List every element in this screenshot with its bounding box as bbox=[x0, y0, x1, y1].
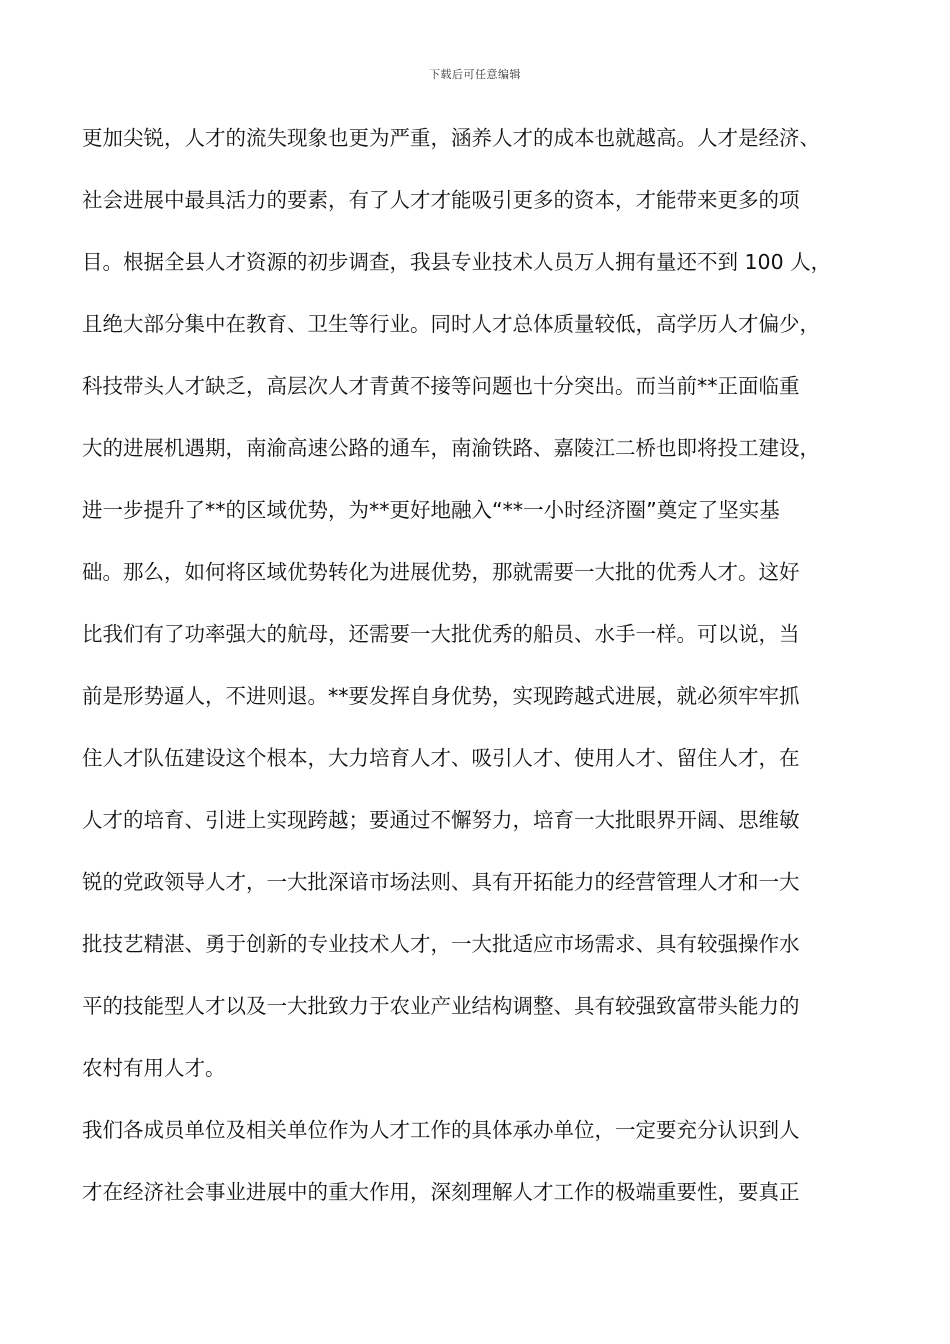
body-line: 农村有用人才。 bbox=[82, 1056, 226, 1080]
body-line: 大的进展机遇期，南渝高速公路的通车，南渝铁路、嘉陵江二桥也即将投工建设， bbox=[82, 436, 820, 460]
body-line: 前是形势逼人，不进则退。**要发挥自身优势，实现跨越式进展，就必须牢牢抓 bbox=[82, 684, 800, 708]
body-line: 住人才队伍建设这个根本，大力培育人才、吸引人才、使用人才、留住人才，在 bbox=[82, 746, 800, 770]
body-line: 我们各成员单位及相关单位作为人才工作的具体承办单位，一定要充分认识到人 bbox=[82, 1118, 800, 1142]
body-line: 进一步提升了**的区域优势，为**更好地融入“**一小时经济圈”奠定了坚实基 bbox=[82, 498, 780, 522]
body-line: 锐的党政领导人才，一大批深谙市场法则、具有开拓能力的经营管理人才和一大 bbox=[82, 870, 800, 894]
body-line: 比我们有了功率强大的航母，还需要一大批优秀的船员、水手一样。可以说，当 bbox=[82, 622, 800, 646]
body-line: 科技带头人才缺乏，高层次人才青黄不接等问题也十分突出。而当前**正面临重 bbox=[82, 374, 800, 398]
body-line: 社会进展中最具活力的要素，有了人才才能吸引更多的资本，才能带来更多的项 bbox=[82, 188, 800, 212]
body-line: 目。根据全县人才资源的初步调查，我县专业技术人员万人拥有量还不到 100 人， bbox=[82, 250, 832, 274]
body-line: 础。那么，如何将区域优势转化为进展优势，那就需要一大批的优秀人才。这好 bbox=[82, 560, 800, 584]
page-header-note: 下载后可任意编辑 bbox=[429, 68, 521, 81]
body-line: 人才的培育、引进上实现跨越；要通过不懈努力，培育一大批眼界开阔、思维敏 bbox=[82, 808, 800, 832]
body-line: 才在经济社会事业进展中的重大作用，深刻理解人才工作的极端重要性，要真正 bbox=[82, 1180, 800, 1204]
body-line: 且绝大部分集中在教育、卫生等行业。同时人才总体质量较低，高学历人才偏少， bbox=[82, 312, 820, 336]
body-line: 批技艺精湛、勇于创新的专业技术人才，一大批适应市场需求、具有较强操作水 bbox=[82, 932, 800, 956]
body-line: 平的技能型人才以及一大批致力于农业产业结构调整、具有较强致富带头能力的 bbox=[82, 994, 800, 1018]
body-line: 更加尖锐，人才的流失现象也更为严重，涵养人才的成本也就越高。人才是经济、 bbox=[82, 126, 820, 150]
